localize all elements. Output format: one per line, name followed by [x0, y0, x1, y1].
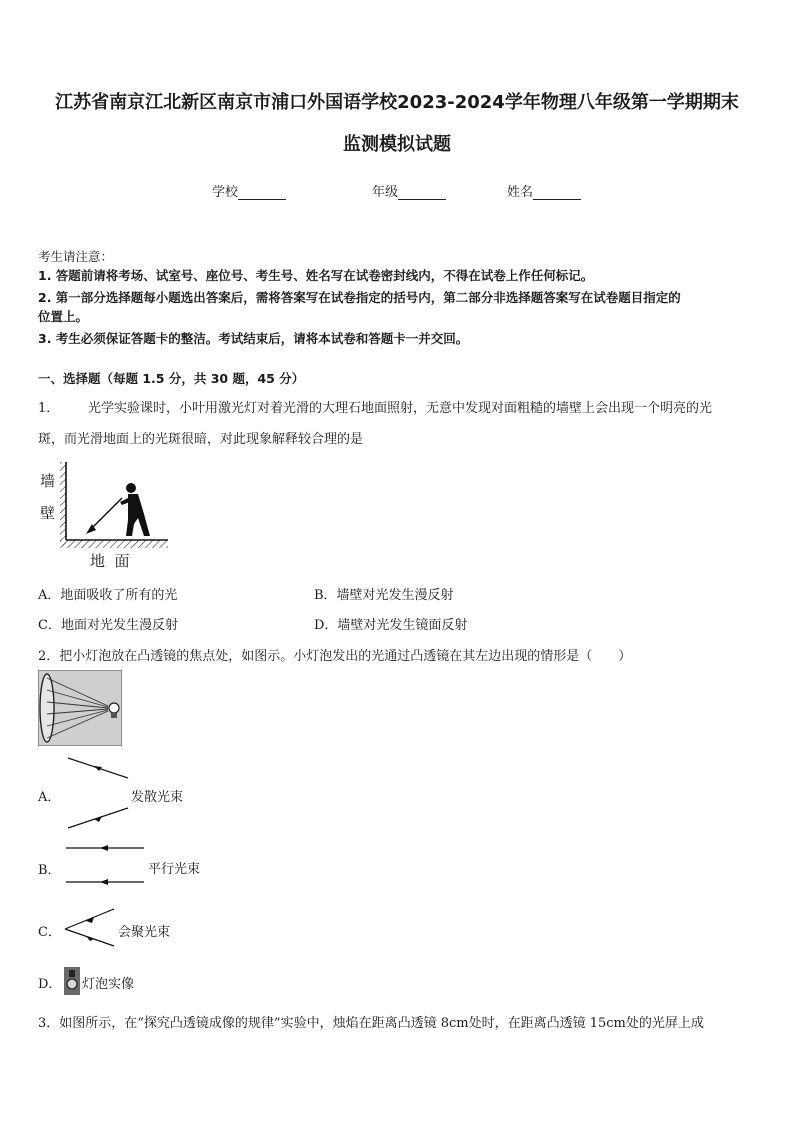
notice-item: 位置上。: [38, 309, 89, 324]
q2-option-c-text[interactable]: 会聚光束: [118, 925, 171, 940]
q2-option-d-text[interactable]: 灯泡实像: [82, 977, 135, 992]
q2-option-b-text[interactable]: 平行光束: [148, 862, 201, 877]
q2-option-b-letter[interactable]: B．: [38, 863, 61, 878]
q2-option-a-diverging-rays: [64, 756, 134, 832]
q1-text-line1: 光学实验课时，小叶用激光灯对着光滑的大理石地面照射，无意中发现对面粗糙的墙壁上会出现一个明亮的光: [88, 401, 713, 416]
page-title-line2: 监测模拟试题: [343, 134, 451, 155]
section-heading: 一、选择题（每题 1.5 分，共 30 题，45 分）: [38, 371, 305, 386]
q2-option-c-letter[interactable]: C．: [38, 925, 61, 940]
notice-item: 1. 答题前请将考场、试室号、座位号、考生号、姓名写在试卷密封线内，不得在试卷上作任何标记。: [38, 268, 594, 283]
bulb-image-icon: [64, 967, 80, 995]
grade-label: 年级: [372, 185, 399, 200]
q2-option-d-letter[interactable]: D．: [38, 977, 62, 992]
q2-option-a-text[interactable]: 发散光束: [131, 790, 184, 805]
school-blank[interactable]: [238, 185, 286, 200]
name-blank[interactable]: [533, 185, 581, 200]
page-title-line1: 江苏省南京江北新区南京市浦口外国语学校2023-2024学年物理八年级第一学期期末: [55, 92, 739, 113]
q1-figure-wall-laser: [56, 460, 172, 552]
person-icon: [120, 483, 150, 536]
q2-option-a-letter[interactable]: A．: [38, 790, 61, 805]
q2-text: 2．把小灯泡放在凸透镜的焦点处，如图示。小灯泡发出的光通过凸透镜在其左边出现的情形是（ ）: [38, 649, 632, 664]
wall-label-1: 墙: [40, 472, 56, 490]
grade-blank[interactable]: [398, 185, 446, 200]
ground-label: 地 面: [90, 552, 130, 570]
notice-item: 3. 考生必须保证答题卡的整洁。考试结束后，请将本试卷和答题卡一并交回。: [38, 331, 469, 346]
wall-label-2: 壁: [40, 504, 56, 522]
school-label: 学校: [212, 185, 239, 200]
notice-item: 2. 第一部分选择题每小题选出答案后，需将答案写在试卷指定的括号内，第二部分非选择题答案写在试卷题目指定的: [38, 290, 681, 305]
name-field[interactable]: [507, 181, 581, 200]
q1-number: 1．: [38, 401, 60, 416]
q1-text-line2: 斑，而光滑地面上的光斑很暗，对此现象解释较合理的是: [38, 432, 364, 447]
grade-field[interactable]: [372, 181, 446, 200]
q1-option-b[interactable]: B．墙壁对光发生漫反射: [314, 588, 454, 603]
q1-option-d[interactable]: D．墙壁对光发生镜面反射: [314, 618, 468, 633]
q1-option-c[interactable]: C．地面对光发生漫反射: [38, 618, 178, 633]
q2-option-c-converging-rays: [62, 906, 118, 948]
q2-option-b-parallel-rays: [64, 843, 148, 887]
notice-heading: 考生请注意：: [38, 249, 114, 264]
q2-figure-lens-bulb: [38, 670, 122, 746]
q3-text: 3．如图所示，在“探究凸透镜成像的规律”实验中，烛焰在距离凸透镜 8cm处时，在距离凸透镜 15cm处的光屏上成: [38, 1016, 704, 1031]
school-field[interactable]: [212, 181, 286, 200]
q1-option-a[interactable]: A．地面吸收了所有的光: [38, 588, 178, 603]
name-label: 姓名: [507, 185, 534, 200]
